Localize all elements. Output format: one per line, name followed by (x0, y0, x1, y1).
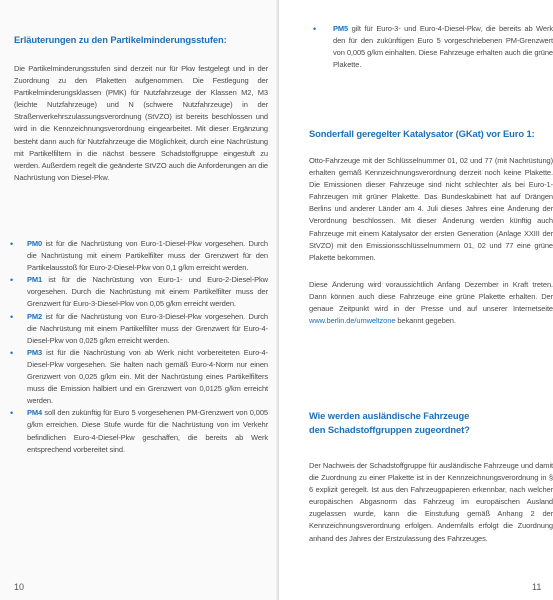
foreign-vehicles-paragraph: Der Nachweis der Schadstoffgruppe für ausländische Fahrzeuge und damit die Zuordnung zu einer Plakette ist in der Kennzeichnungsverordnung in § 6 explizit geregelt. Ist aus den Fahrzeugpapieren erkennbar, nach welcher europäischen Abgasnorm das Fahrzeug im europäischen Ausland zugelassen wurde, kann die Einstufung gemäß Anhang 2 der Kennzeichnungsverordnung erfolgen. Andernfalls erfolgt die Zuordnung anhand des Jahres der Erstzulassung des Fahrzeuges. (309, 461, 553, 543)
bullet-icon: • (10, 311, 14, 322)
heading-line-1: Wie werden ausländische Fahrzeuge (309, 410, 470, 421)
pm-description: ist für die Nachrüstung von Euro-1-Diesel-Pkw vorgesehen. Durch die Nachrüstung mit einem Partikelfilter muss der Grenzwert für den Partikelausstoß für Euro-2-Diesel-Pkw von 0,1 g/km erreicht werden. (27, 239, 269, 273)
right-page (279, 0, 553, 600)
bullet-icon: • (10, 408, 14, 419)
pm-stage-list (0, 238, 268, 456)
change-text-end: bekannt gegeben. (395, 316, 456, 326)
change-text-start: Diese Änderung wird voraussichtlich Anfang Dezember in Kraft treten. Dann können auch diese Fahrzeuge eine grüne Plakette erhalten. Der genaue Zeitpunkt wird in der Presse und auf unserer Internetseite (309, 280, 553, 314)
pm-code: PM4 (27, 408, 43, 418)
pm-code: PM2 (27, 311, 43, 321)
page-number-right: 11 (532, 582, 542, 592)
gkat-heading: Sonderfall geregelter Katalysator (GKat) vor Euro 1: (309, 128, 535, 139)
pm-description: soll den zukünftig für Euro 5 vorgesehenen PM-Grenzwert von 0,005 g/km erreichen. Diese Stufe wurde für die Nachrüstung von im Verkehr befindlichen Euro-4-Diesel-Pkw geschaffen, die bereits ab Werk entsprechend vorbereitet sind. (27, 408, 268, 454)
pm-stage-list-continued (303, 23, 553, 71)
pm-description: ist für die Nachrüstung von Euro-3-Diesel-Pkw vorgesehen. Durch die Nachrüstung mit einem Partikelfilter muss der Grenzwert für Euro-4-Diesel-Pkw von 0,025 g/km erreicht werden. (27, 311, 269, 345)
list-item (0, 407, 268, 455)
gkat-paragraph: Otto-Fahrzeuge mit der Schlüsselnummer 01, 02 und 77 (mit Nachrüstung) erhalten gemäß Kennzeichnungsverordnung derzeit noch keine Plakette. Die Emissionen dieser Fahrzeuge sind nicht schlechter als bei Euro-1-Fahrzeugen mit grüner Plakette. Das Bundeskabinett hat auf Drängen Berlins und anderer Länder am 4. Juli dieses Jahres eine Änderung der Verordnung beschlossen. Mit dieser Änderung werden künftig auch Fahrzeuge mit einem Katalysator der ersten Generation (Anlage XXIII der StVZO) mit den Emissionsschlüsselnummern 01, 02 und 77 eine grüne Plakette bekommen. (309, 156, 553, 262)
pm-code: PM1 (27, 275, 43, 285)
bullet-icon: • (10, 239, 14, 249)
page-number-left: 10 (14, 582, 25, 592)
bullet-icon: • (10, 347, 14, 358)
bullet-icon: • (10, 275, 14, 286)
bullet-icon: • (313, 24, 317, 34)
pm-code: PM5 (333, 24, 349, 33)
list-item (0, 311, 268, 347)
list-item (0, 347, 268, 407)
list-item (0, 274, 268, 310)
list-item (0, 238, 268, 274)
foreign-vehicles-heading (309, 409, 553, 437)
left-page-heading: Erläuterungen zu den Partikelminderungsstufen: (14, 34, 227, 45)
heading-line-2: den Schadstoffgruppen zugeordnet? (309, 424, 470, 435)
umweltzone-link[interactable]: www.berlin.de/umweltzone (309, 316, 396, 326)
pm-description: ist für die Nachrüstung von ab Werk nicht vorbereiteten Euro-4-Diesel-Pkw vorgesehen. Sie halten nach gemäß Euro-4-Norm nur einen Grenzwert von 0,025 g/km ein. Mit der Nachrüstung eines Partikelfilters muss die Emission halbiert und ein Grenzwert von 0,0125 g/km erreicht werden. (27, 347, 269, 406)
pm-description: gilt für Euro-3- und Euro-4-Diesel-Pkw, die bereits ab Werk den für den zukünftigen Euro 5 vorgeschriebenen PM-Grenzwert von 0,005 g/km einhalten. Diese Fahrzeuge erhalten auch die grüne Plakette. (333, 24, 553, 70)
pm-code: PM3 (27, 347, 43, 357)
particle-stages-intro: Die Partikelminderungsstufen sind derzeit nur für Pkw festgelegt und in der Zuordnung zu den Plaketten aufgenommen. Die Festlegung der Partikelminderungsklassen (PMK) für Nutzfahrzeuge der Klassen M2, M3 (leichte Nutzfahrzeuge) und N (schwere Nutzfahrzeuge) in der Straßenverkehrszulassungsverordnung (StVZO) ist bereits beschlossen und wird in die Kennzeichnungsverordnung eingearbeitet. Mit dieser Ergänzung besteht dann auch für Nutzfahrzeuge die Möglichkeit, durch eine Nachrüstung mit Partikelfiltern in die nächst bessere Schadstoffgruppe eingestuft zu werden. Außerdem regelt die geänderte StVZO auch die Anforderungen an die Nachrüstung von Diesel-Pkw. (14, 64, 268, 182)
list-item (303, 23, 553, 71)
change-paragraph (309, 279, 553, 327)
pm-code: PM0 (27, 239, 43, 248)
pm-description: ist für die Nachrüstung von Euro-1- und Euro-2-Diesel-Pkw vorgesehen. Durch die Nachrüstung mit einem Partikelfilter muss der Grenzwert für Euro-3-Diesel-Pkw von 0,05 g/km erreicht werden. (27, 275, 268, 309)
